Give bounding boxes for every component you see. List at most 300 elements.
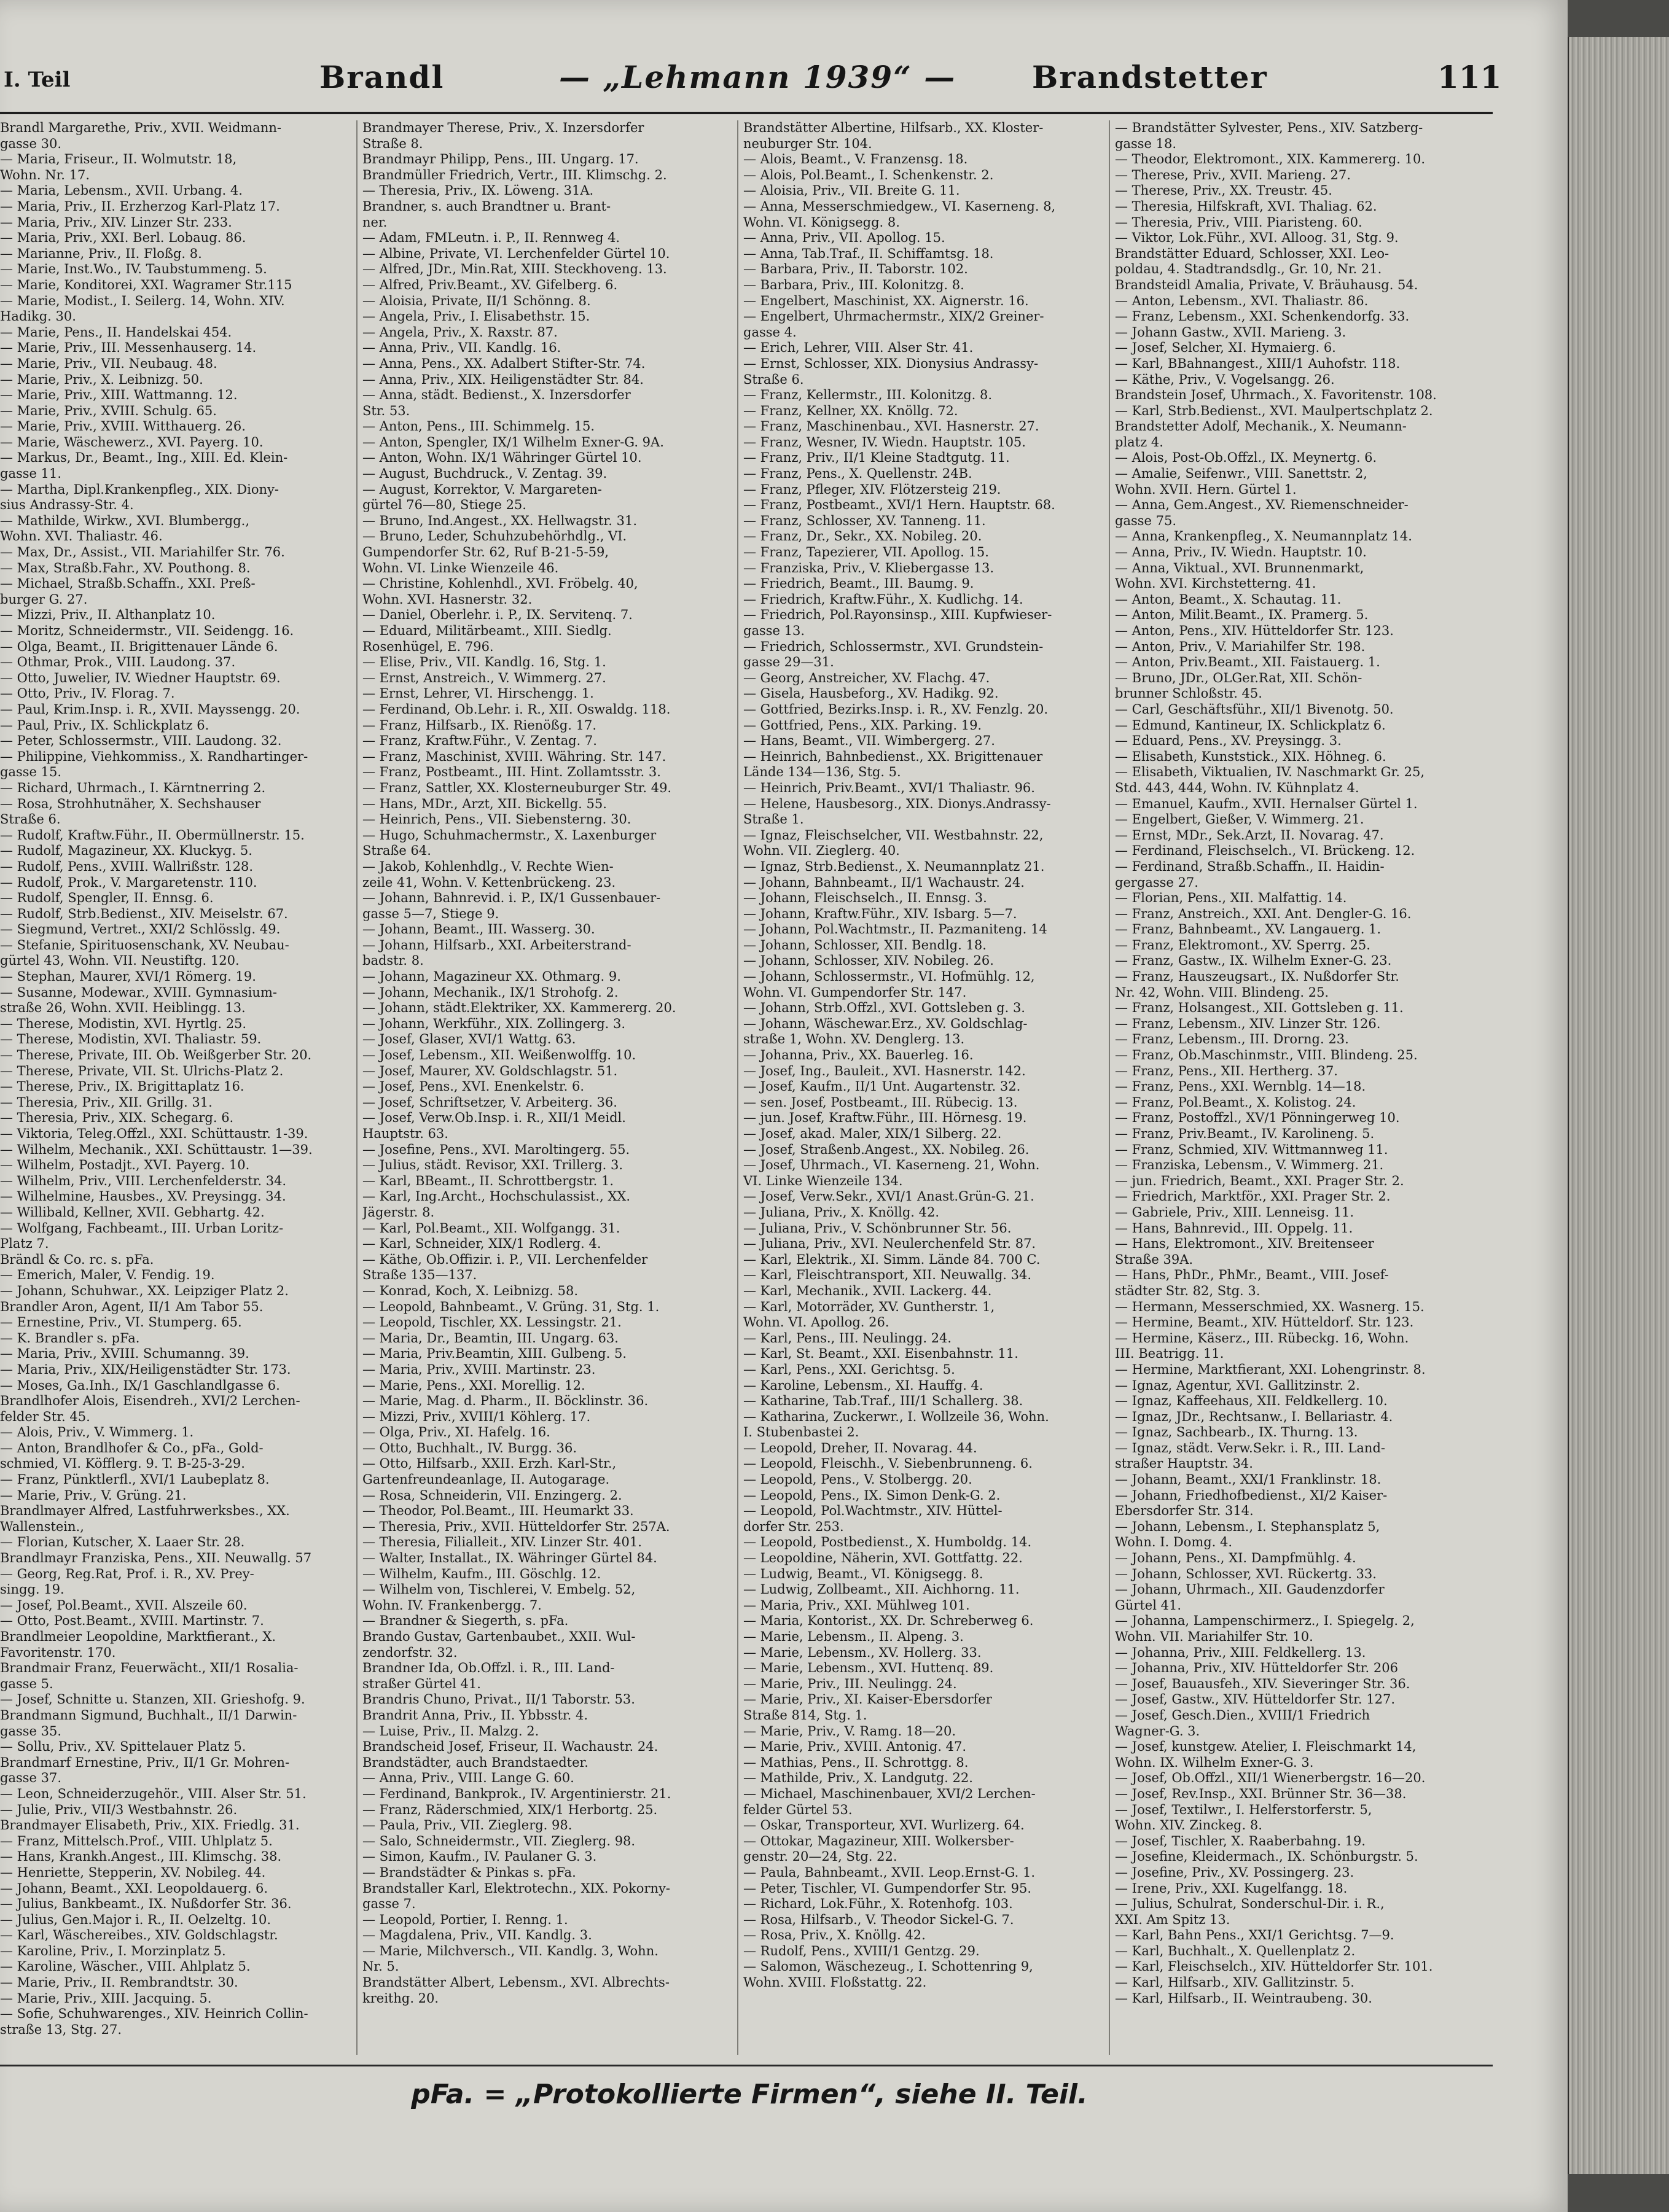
directory-entry: — Heinrich, Pens., VII. Siebensterng. 30. xyxy=(362,812,631,827)
column-2 xyxy=(362,120,711,2055)
directory-entry: — Otto, Hilfsarb., XXII. Erzh. Karl-Str., xyxy=(362,1456,617,1471)
directory-entry: — Theresia, Filialleit., XIV. Linzer Str. 401. xyxy=(362,1535,642,1550)
directory-entry: Std. 443, 444, Wohn. IV. Kühnplatz 4. xyxy=(1115,780,1359,795)
directory-entry: — Franz, Priv., II/1 Kleine Stadtgutg. 11. xyxy=(743,450,1010,465)
directory-entry: Brandsteidl Amalia, Private, V. Bräuhausg. 54. xyxy=(1115,277,1418,292)
directory-entry: — Ludwig, Zollbeamt., XII. Aichhorng. 11. xyxy=(743,1582,1020,1597)
directory-entry: gasse 30. xyxy=(0,136,62,151)
directory-entry: Brandstätter Eduard, Schlosser, XXI. Leo- xyxy=(1115,246,1390,261)
directory-entry: Brandlhofer Alois, Eisendreh., XVI/2 Lerchen- xyxy=(0,1393,300,1409)
directory-entry: — Marie, Priv., XVIII. Antonig. 47. xyxy=(743,1739,967,1754)
directory-entry: — Josefine, Pens., XVI. Maroltingerg. 55. xyxy=(362,1142,630,1157)
directory-entry: — Richard, Lok.Führ., X. Rotenhofg. 103. xyxy=(743,1896,1013,1912)
directory-entry: gürtel 76—80, Stiege 25. xyxy=(362,497,526,513)
directory-entry: Wohn. VI. Königsegg. 8. xyxy=(743,214,900,230)
directory-entry: — Therese, Modistin, XVI. Hyrtlg. 25. xyxy=(0,1016,247,1031)
directory-entry: — Eduard, Pens., XV. Preysingg. 3. xyxy=(1115,733,1342,749)
directory-entry: — Franz, Postbeamt., XVI/1 Hern. Hauptstr. 68. xyxy=(743,497,1055,513)
directory-entry: — Markus, Dr., Beamt., Ing., XIII. Ed. Klein- xyxy=(0,450,288,465)
directory-entry: VI. Linke Wienzeile 134. xyxy=(743,1173,903,1188)
directory-entry: — sen. Josef, Postbeamt., III. Rübecig. 13. xyxy=(743,1094,1018,1110)
directory-title: — „Lehmann 1939“ — xyxy=(559,59,956,95)
directory-entry: gasse 18. xyxy=(1115,136,1177,151)
directory-entry: — Karl, Bahn Pens., XXI/1 Gerichtsg. 7—9. xyxy=(1115,1928,1394,1943)
directory-entry: — Albine, Private, VI. Lerchenfelder Gürtel 10. xyxy=(362,246,670,261)
directory-entry: — Theresia, Priv., IX. Löweng. 31A. xyxy=(362,183,594,198)
directory-entry: Brändl & Co. rc. s. pFa. xyxy=(0,1252,154,1267)
directory-entry: — Alfred, JDr., Min.Rat, XIII. Steckhoveng. 13. xyxy=(362,262,667,277)
directory-entry: Wohn. XVIII. Floßstattg. 22. xyxy=(743,1975,927,1990)
directory-entry: — Leopold, Dreher, II. Novarag. 44. xyxy=(743,1440,977,1455)
directory-entry: — Käthe, Ob.Offizir. i. P., VII. Lerchenfelder xyxy=(362,1252,648,1267)
directory-entry: — Karoline, Wäscher., VIII. Ahlplatz 5. xyxy=(0,1959,251,1974)
directory-entry: gergasse 27. xyxy=(1115,874,1198,890)
directory-entry: — Franz, Wesner, IV. Wiedn. Hauptstr. 105. xyxy=(743,434,1026,450)
directory-entry: Wohn. XVII. Hern. Gürtel 1. xyxy=(1115,481,1297,497)
directory-entry: — Marie, Priv., V. Grüng. 21. xyxy=(0,1487,187,1503)
directory-entry: — Johann, Schlosser, XII. Bendlg. 18. xyxy=(743,937,987,952)
directory-entry: — Ignaz, städt. Verw.Sekr. i. R., III. Land- xyxy=(1115,1440,1385,1455)
directory-entry: — Helene, Hausbesorg., XIX. Dionys.Andrassy- xyxy=(743,796,1051,811)
directory-entry: — Maria, Priv., XVIII. Martinstr. 23. xyxy=(362,1361,596,1377)
directory-entry: — Marie, Priv., III. Messenhauserg. 14. xyxy=(0,340,257,356)
directory-entry: — Johann, Hilfsarb., XXI. Arbeiterstrand- xyxy=(362,937,631,952)
directory-entry: — Theresia, Priv., XIX. Schegarg. 6. xyxy=(0,1110,234,1126)
directory-entry: Brandstein Josef, Uhrmach., X. Favoritenstr. 108. xyxy=(1115,387,1437,403)
directory-entry: — Friedrich, Kraftw.Führ., X. Kudlichg. 14. xyxy=(743,591,1023,607)
directory-entry: — Julius, städt. Revisor, XXI. Trillerg. 3. xyxy=(362,1158,623,1173)
directory-entry: — Franz, Anstreich., XXI. Ant. Dengler-G. 16. xyxy=(1115,906,1412,921)
directory-entry: — Ignaz, Strb.Bedienst., X. Neumannplatz 21. xyxy=(743,859,1045,874)
directory-entry: — Maria, Priv.Beamtin, XIII. Gulbeng. 5. xyxy=(362,1346,627,1361)
directory-entry: — Johann, Mechanik., IX/1 Strohofg. 2. xyxy=(362,984,619,1000)
directory-entry: dorfer Str. 253. xyxy=(743,1519,844,1534)
directory-entry: — Leopold, Pens., IX. Simon Denk-G. 2. xyxy=(743,1487,1001,1503)
directory-entry: — Maria, Priv., XVIII. Schumanng. 39. xyxy=(0,1346,249,1361)
directory-entry: — Theresia, Priv., VIII. Piaristeng. 60. xyxy=(1115,214,1362,230)
directory-entry: — Marie, Lebensm., II. Alpeng. 3. xyxy=(743,1629,964,1644)
directory-entry: — Engelbert, Gießer, V. Wimmerg. 21. xyxy=(1115,812,1364,827)
directory-entry: Wohn. Nr. 17. xyxy=(0,167,90,182)
directory-entry: — Emerich, Maler, V. Fendig. 19. xyxy=(0,1268,215,1283)
directory-entry: gasse 5. xyxy=(0,1676,53,1691)
directory-entry: — Marie, Mag. d. Pharm., II. Böcklinstr. 36. xyxy=(362,1393,649,1409)
directory-entry: — Anton, Priv.Beamt., XII. Faistauerg. 1. xyxy=(1115,655,1380,670)
directory-entry: — Alois, Priv., V. Wimmerg. 1. xyxy=(0,1425,194,1440)
directory-entry: — Josef, Rev.Insp., XXI. Brünner Str. 36—38. xyxy=(1115,1786,1407,1801)
directory-entry: — Josef, Gesch.Dien., XVIII/1 Friedrich xyxy=(1115,1707,1370,1723)
directory-entry: — Ignaz, Fleischselcher, VII. Westbahnstr. 22, xyxy=(743,827,1044,843)
directory-entry: — Marie, Priv., XIII. Wattmanng. 12. xyxy=(0,387,238,403)
directory-entry: — Marie, Priv., XVIII. Schulg. 65. xyxy=(0,403,217,418)
directory-entry: Hauptstr. 63. xyxy=(362,1126,448,1141)
directory-entry: — Johann, Strb.Offzl., XVI. Gottsleben g. 3. xyxy=(743,1000,1025,1016)
directory-entry: — Peter, Tischler, VI. Gumpendorfer Str. 95. xyxy=(743,1880,1032,1896)
directory-entry: — Rudolf, Spengler, II. Ennsg. 6. xyxy=(0,890,214,906)
directory-entry: — Adam, FMLeutn. i. P., II. Rennweg 4. xyxy=(362,230,620,246)
directory-entry: — Josef, Selcher, XI. Hymaierg. 6. xyxy=(1115,340,1336,356)
directory-entry: Straße 135—137. xyxy=(362,1268,477,1283)
directory-entry: Wohn. XVI. Thaliastr. 46. xyxy=(0,529,163,544)
directory-entry: — Franz, Dr., Sekr., XX. Nobileg. 20. xyxy=(743,529,982,544)
directory-entry: — Wilhelm von, Tischlerei, V. Embelg. 52, xyxy=(362,1582,636,1597)
directory-entry: — Josef, Verw.Sekr., XVI/1 Anast.Grün-G. 21. xyxy=(743,1189,1034,1204)
directory-entry: — Otto, Post.Beamt., XVIII. Martinstr. 7. xyxy=(0,1613,264,1629)
directory-entry: Brandmair Franz, Feuerwächt., XII/1 Rosalia- xyxy=(0,1661,299,1676)
directory-entry: — Josef, Straßenb.Angest., XX. Nobileg. 26. xyxy=(743,1142,1030,1157)
directory-entry: zendorfstr. 32. xyxy=(362,1645,458,1660)
directory-entry: Straße 814, Stg. 1. xyxy=(743,1707,867,1723)
directory-entry: — Hermine, Marktfierant, XXI. Lohengrinstr. 8. xyxy=(1115,1361,1426,1377)
directory-entry: — Karl, Fleischselch., XIV. Hütteldorfer Str. 101. xyxy=(1115,1959,1433,1974)
directory-entry: — Franz, Räderschmied, XIX/1 Herbortg. 25. xyxy=(362,1802,658,1817)
directory-entry: Brandmayer Therese, Priv., X. Inzersdorfer xyxy=(362,120,644,135)
directory-entry: — Moses, Ga.Inh., IX/1 Gaschlandlgasse 6. xyxy=(0,1377,280,1393)
directory-entry: — Elisabeth, Viktualien, IV. Naschmarkt Gr. 25, xyxy=(1115,765,1425,780)
directory-entry: — Marie, Wäschewerz., XVI. Payerg. 10. xyxy=(0,434,264,450)
directory-entry: — Karl, Mechanik., XVII. Lackerg. 44. xyxy=(743,1283,992,1298)
directory-entry: — Franz, Maschinist, XVIII. Währing. Str. 147. xyxy=(362,749,666,764)
directory-entry: — Johanna, Priv., XIV. Hütteldorfer Str. 206 xyxy=(1115,1661,1398,1676)
directory-entry: — Marie, Lebensm., XVI. Huttenq. 89. xyxy=(743,1661,994,1676)
directory-entry: — Ludwig, Beamt., VI. Königsegg. 8. xyxy=(743,1566,983,1581)
directory-entry: gasse 29—31. xyxy=(743,655,834,670)
directory-entry: — Leopold, Postbedienst., X. Humboldg. 14. xyxy=(743,1535,1032,1550)
directory-entry: — Konrad, Koch, X. Leibnizg. 58. xyxy=(362,1283,579,1298)
directory-entry: — Rosa, Priv., X. Knöllg. 42. xyxy=(743,1928,926,1943)
directory-entry: — Anna, Krankenpfleg., X. Neumannplatz 14. xyxy=(1115,529,1412,544)
directory-entry: — Rudolf, Pens., XVIII/1 Gentzg. 29. xyxy=(743,1943,980,1958)
directory-entry: — Rudolf, Strb.Bedienst., XIV. Meiselstr. 67. xyxy=(0,906,288,921)
directory-entry: — Theodor, Pol.Beamt., III. Heumarkt 33. xyxy=(362,1503,634,1519)
directory-entry: Brandstätter Albert, Lebensm., XVI. Albrechts- xyxy=(362,1975,670,1990)
directory-entry: — Heinrich, Priv.Beamt., XVI/1 Thaliastr. 96. xyxy=(743,780,1035,795)
directory-entry: III. Beatrigg. 11. xyxy=(1115,1346,1224,1361)
directory-entry: — Johann, Friedhofbedienst., XI/2 Kaiser- xyxy=(1115,1487,1388,1503)
directory-entry: Straße 39A. xyxy=(1115,1252,1194,1267)
directory-entry: — Maria, Friseur., II. Wolmutstr. 18, xyxy=(0,152,237,167)
directory-entry: — Anton, Spengler, IX/1 Wilhelm Exner-G. 9A. xyxy=(362,434,664,450)
directory-entry: — Maria, Priv., XIV. Linzer Str. 233. xyxy=(0,214,232,230)
directory-entry: — Mathilde, Wirkw., XVI. Blumbergg., xyxy=(0,513,250,528)
directory-entry: — Ottokar, Magazineur, XIII. Wolkersber- xyxy=(743,1833,1014,1848)
directory-entry: — Amalie, Seifenwr., VIII. Sanettstr. 2, xyxy=(1115,466,1367,481)
directory-entry: — Barbara, Priv., II. Taborstr. 102. xyxy=(743,262,968,277)
directory-entry: — Leopold, Portier, I. Renng. 1. xyxy=(362,1912,568,1927)
directory-entry: — Franz, Kellermstr., III. Kolonitzg. 8. xyxy=(743,387,993,403)
directory-entry: — Josef, Glaser, XVI/1 Wattg. 63. xyxy=(362,1032,576,1047)
directory-entry: — Bruno, Ind.Angest., XX. Hellwagstr. 31. xyxy=(362,513,637,528)
directory-entry: straße 1, Wohn. XV. Denglerg. 13. xyxy=(743,1032,965,1047)
directory-entry: schmied, VI. Köfflerg. 9. T. B-25-3-29. xyxy=(0,1456,245,1471)
directory-entry: — Johanna, Priv., XX. Bauerleg. 16. xyxy=(743,1048,974,1063)
directory-entry: — Engelbert, Uhrmachermstr., XIX/2 Greiner- xyxy=(743,309,1044,324)
directory-entry: — Franz, Pfleger, XIV. Flötzersteig 219. xyxy=(743,481,1001,497)
directory-entry: — Josef, Bauausfeh., XIV. Sieveringer Str. 36. xyxy=(1115,1676,1410,1691)
directory-entry: — Otto, Priv., IV. Florag. 7. xyxy=(0,686,175,701)
directory-entry: gürtel 43, Wohn. VII. Neustiftg. 120. xyxy=(0,953,240,968)
directory-entry: — Josefine, Kleidermach., IX. Schönburgstr. 5. xyxy=(1115,1849,1418,1864)
directory-entry: Gumpendorfer Str. 62, Ruf B-21-5-59, xyxy=(362,545,609,560)
directory-entry: Nr. 42, Wohn. VIII. Blindeng. 25. xyxy=(1115,984,1329,1000)
directory-entry: — Hans, PhDr., PhMr., Beamt., VIII. Josef- xyxy=(1115,1268,1389,1283)
directory-entry: — Friedrich, Schlossermstr., XVI. Grundstein- xyxy=(743,639,1044,654)
directory-entry: — Josef, Schnitte u. Stanzen, XII. Grieshofg. 9. xyxy=(0,1692,305,1707)
directory-entry: — Franz, Pens., X. Quellenstr. 24B. xyxy=(743,466,972,481)
directory-entry: — Hermine, Käserz., III. Rübeckg. 16, Wohn. xyxy=(1115,1330,1409,1346)
directory-entry: — Sofie, Schuhwarenges., XIV. Heinrich Collin- xyxy=(0,2006,308,2022)
directory-entry: — Julius, Gen.Major i. R., II. Oelzeltg. 10. xyxy=(0,1912,272,1927)
directory-entry: — Franz, Hauszeugsart., IX. Nußdorfer Str. xyxy=(1115,969,1399,984)
directory-entry: — Theresia, Priv., XII. Grillg. 31. xyxy=(0,1094,213,1110)
directory-entry: — Hermann, Messerschmied, XX. Wasnerg. 15. xyxy=(1115,1299,1425,1314)
directory-entry: Wohn. VI. Gumpendorfer Str. 147. xyxy=(743,984,967,1000)
directory-entry: — Juliana, Priv., XVI. Neulerchenfeld Str. 87. xyxy=(743,1236,1036,1252)
directory-entry: — Georg, Reg.Rat, Prof. i. R., XV. Prey- xyxy=(0,1566,254,1581)
directory-entry: — Karl, BBeamt., II. Schrottbergstr. 1. xyxy=(362,1173,614,1188)
directory-entry: — Olga, Beamt., II. Brigittenauer Lände 6. xyxy=(0,639,278,654)
directory-entry: — Franz, Kellner, XX. Knöllg. 72. xyxy=(743,403,958,418)
directory-entry: — Karl, Pens., XXI. Gerichtsg. 5. xyxy=(743,1361,955,1377)
directory-entry: — Carl, Geschäftsführ., XII/1 Bivenotg. 50. xyxy=(1115,701,1394,717)
directory-entry: — Ernst, MDr., Sek.Arzt, II. Novarag. 47. xyxy=(1115,827,1384,843)
directory-entry: — Ernestine, Priv., VI. Stumperg. 65. xyxy=(0,1315,242,1330)
directory-entry: — jun. Friedrich, Beamt., XXI. Prager Str. 2. xyxy=(1115,1173,1404,1188)
directory-entry: — Florian, Kutscher, X. Laaer Str. 28. xyxy=(0,1535,245,1550)
directory-entry: — Karl, Ing.Archt., Hochschulassist., XX. xyxy=(362,1189,631,1204)
directory-entry: straßer Hauptstr. 34. xyxy=(1115,1456,1253,1471)
directory-entry: — Ferdinand, Bankprok., IV. Argentinierstr. 21. xyxy=(362,1786,671,1801)
directory-entry: — Paula, Priv., VII. Zieglerg. 98. xyxy=(362,1818,573,1833)
directory-entry: gasse 4. xyxy=(743,324,797,340)
directory-entry: — Marie, Konditorei, XXI. Wagramer Str.115 xyxy=(0,277,292,292)
directory-entry: — Josef, Textilwr., I. Helferstorferstr. 5, xyxy=(1115,1802,1372,1817)
directory-entry: — Marie, Priv., XIII. Jacquing. 5. xyxy=(0,1990,212,2006)
directory-entry: — Ignaz, Agentur, XVI. Gallitzinstr. 2. xyxy=(1115,1377,1360,1393)
directory-entry: — Rosa, Strohhutnäher, X. Sechshauser xyxy=(0,796,261,811)
column-divider xyxy=(356,120,358,2055)
directory-entry: straße 13, Stg. 27. xyxy=(0,2022,122,2037)
directory-entry: — Julie, Priv., VII/3 Westbahnstr. 26. xyxy=(0,1802,238,1817)
directory-entry: Gartenfreundeanlage, II. Autogarage. xyxy=(362,1472,610,1487)
directory-entry: — Johann, Beamt., III. Wasserg. 30. xyxy=(362,922,595,937)
directory-entry: — Rudolf, Pens., XVIII. Wallrißstr. 128. xyxy=(0,859,254,874)
directory-entry: — Johann, Werkführ., XIX. Zollingerg. 3. xyxy=(362,1016,626,1031)
directory-entry: Wohn. I. Domg. 4. xyxy=(1115,1535,1233,1550)
directory-entry: gasse 11. xyxy=(0,466,62,481)
column-divider xyxy=(737,120,738,2055)
directory-entry: — Irene, Priv., XXI. Kugelfangg. 18. xyxy=(1115,1880,1348,1896)
directory-entry: — Johann, Bahnrevid. i. P., IX/1 Gussenbauer- xyxy=(362,890,661,906)
directory-entry: — Franz, Mittelsch.Prof., VIII. Uhlplatz 5. xyxy=(0,1833,273,1848)
directory-entry: — Josef, Lebensm., XII. Weißenwolffg. 10. xyxy=(362,1048,636,1063)
directory-entry: — Oskar, Transporteur, XVI. Wurlizerg. 64. xyxy=(743,1818,1025,1833)
directory-entry: — Katharina, Zuckerwr., I. Wollzeile 36, Wohn. xyxy=(743,1409,1049,1424)
directory-entry: — Maria, Lebensm., XVII. Urbang. 4. xyxy=(0,183,243,198)
directory-entry: — Rosa, Hilfsarb., V. Theodor Sickel-G. 7. xyxy=(743,1912,1014,1927)
page-footer-note: pFa. = „Protokollierte Firmen“, siehe II. Teil. xyxy=(411,2079,1088,2110)
directory-entry: — Aloisia, Priv., VII. Breite G. 11. xyxy=(743,183,960,198)
directory-entry: — Franz, Schmied, XIV. Wittmannweg 11. xyxy=(1115,1142,1388,1157)
directory-entry: — Wilhelm, Priv., VIII. Lerchenfelderstr. 34. xyxy=(0,1173,287,1188)
directory-entry: — Friedrich, Marktför., XXI. Prager Str. 2. xyxy=(1115,1189,1391,1204)
directory-entry: — Viktoria, Teleg.Offzl., XXI. Schüttaustr. 1-39. xyxy=(0,1126,308,1141)
directory-entry: — Johann, Pens., XI. Dampfmühlg. 4. xyxy=(1115,1551,1356,1566)
directory-entry: kreithg. 20. xyxy=(362,1990,439,2006)
directory-entry: — Erich, Lehrer, VIII. Alser Str. 41. xyxy=(743,340,974,356)
directory-entry: — Johann Gastw., XVII. Marieng. 3. xyxy=(1115,324,1347,340)
directory-entry: — Josef, Uhrmach., VI. Kaserneng. 21, Wohn. xyxy=(743,1158,1040,1173)
directory-entry: sius Andrassy-Str. 4. xyxy=(0,497,134,513)
directory-entry: Wallenstein., xyxy=(0,1519,84,1534)
directory-entry: — Josef, Ing., Bauleit., XVI. Hasnerstr. 142. xyxy=(743,1063,1026,1078)
directory-entry: — Marie, Pens., II. Handelskai 454. xyxy=(0,324,232,340)
directory-entry: — Otto, Juwelier, IV. Wiedner Hauptstr. 69. xyxy=(0,670,281,685)
directory-entry: — Walter, Installat., IX. Währinger Gürtel 84. xyxy=(362,1551,657,1566)
directory-entry: — Therese, Priv., XX. Treustr. 45. xyxy=(1115,183,1332,198)
last-entry-keyword: Brandstetter xyxy=(1032,59,1268,95)
directory-entry: — Aloisia, Private, II/1 Schönng. 8. xyxy=(362,293,591,308)
directory-entry: — Josef, Verw.Ob.Insp. i. R., XII/1 Meidl. xyxy=(362,1110,626,1126)
directory-entry: — Anton, Brandlhofer & Co., pFa., Gold- xyxy=(0,1440,264,1455)
directory-entry: — Gottfried, Pens., XIX. Parking. 19. xyxy=(743,717,982,733)
directory-entry: — Ignaz, Sachbearb., IX. Thurng. 13. xyxy=(1115,1425,1358,1440)
directory-entry: — Therese, Private, VII. St. Ulrichs-Platz 2. xyxy=(0,1063,284,1078)
directory-entry: — Marie, Priv., III. Neulingg. 24. xyxy=(743,1676,957,1691)
directory-entry: — August, Buchdruck., V. Zentag. 39. xyxy=(362,466,608,481)
directory-entry: — Max, Dr., Assist., VII. Mariahilfer Str. 76. xyxy=(0,545,285,560)
directory-entry: gasse 37. xyxy=(0,1770,62,1786)
directory-entry: — Michael, Maschinenbauer, XVI/2 Lerchen- xyxy=(743,1786,1036,1801)
directory-entry: — Karl, Pens., III. Neulingg. 24. xyxy=(743,1330,952,1346)
directory-entry: poldau, 4. Stadtrandsdlg., Gr. 10, Nr. 21. xyxy=(1115,262,1382,277)
directory-entry: — Anna, Priv., VII. Kandlg. 16. xyxy=(362,340,561,356)
directory-entry: — Brandner & Siegerth, s. pFa. xyxy=(362,1613,569,1629)
directory-entry: — Richard, Uhrmach., I. Kärntnerring 2. xyxy=(0,780,266,795)
directory-entry: Brandmüller Friedrich, Vertr., III. Klimschg. 2. xyxy=(362,167,667,182)
directory-entry: Brandler Aron, Agent, II/1 Am Tabor 55. xyxy=(0,1299,264,1314)
directory-entry: — Josef, akad. Maler, XIX/1 Silberg. 22. xyxy=(743,1126,1002,1141)
directory-entry: — Peter, Schlossermstr., VIII. Laudong. 32. xyxy=(0,733,282,749)
directory-entry: Straße 8. xyxy=(362,136,423,151)
directory-entry: — Philippine, Viehkommiss., X. Randhartinger- xyxy=(0,749,308,764)
directory-entry: — Rudolf, Kraftw.Führ., II. Obermüllnerstr. 15. xyxy=(0,827,305,843)
directory-entry: — Josef, Maurer, XV. Goldschlagstr. 51. xyxy=(362,1063,618,1078)
directory-entry: Brandrit Anna, Priv., II. Ybbsstr. 4. xyxy=(362,1707,588,1723)
directory-entry: badstr. 8. xyxy=(362,953,424,968)
directory-entry: — Mathilde, Priv., X. Landgutg. 22. xyxy=(743,1770,973,1786)
directory-entry: — Josef, Gastw., XIV. Hütteldorfer Str. 127. xyxy=(1115,1692,1395,1707)
directory-entry: — Paul, Priv., IX. Schlickplatz 6. xyxy=(0,717,209,733)
directory-entry: ner. xyxy=(362,214,388,230)
directory-entry: — Theresia, Hilfskraft, XVI. Thaliag. 62. xyxy=(1115,198,1377,214)
directory-entry: — Maria, Priv., XXI. Mühlweg 101. xyxy=(743,1597,970,1613)
directory-entry: — Marianne, Priv., II. Floßg. 8. xyxy=(0,246,202,261)
directory-entry: — Anna, Pens., XX. Adalbert Stifter-Str. 74. xyxy=(362,356,646,371)
directory-entry: Jägerstr. 8. xyxy=(362,1204,435,1220)
directory-entry: — Maria, Priv., XXI. Berl. Lobaug. 86. xyxy=(0,230,246,246)
directory-entry: — Leopold, Bahnbeamt., V. Grüng. 31, Stg. 1. xyxy=(362,1299,660,1314)
directory-entry: — Bruno, Leder, Schuhzubehörhdlg., VI. xyxy=(362,529,627,544)
directory-entry: — Florian, Pens., XII. Malfattig. 14. xyxy=(1115,890,1347,906)
directory-entry: Hadikg. 30. xyxy=(0,309,76,324)
directory-entry: — Angela, Priv., I. Elisabethstr. 15. xyxy=(362,309,590,324)
directory-entry: — Juliana, Priv., V. Schönbrunner Str. 56. xyxy=(743,1220,1012,1236)
directory-entry: — Anton, Lebensm., XVI. Thaliastr. 86. xyxy=(1115,293,1369,308)
directory-entry: singg. 19. xyxy=(0,1582,64,1597)
directory-entry: — Therese, Modistin, XVI. Thaliastr. 59. xyxy=(0,1032,262,1047)
directory-entry: — Franz, Hilfsarb., IX. Rienößg. 17. xyxy=(362,717,597,733)
directory-entry: — Ignaz, JDr., Rechtsanw., I. Bellariastr. 4. xyxy=(1115,1409,1393,1424)
directory-entry: Wohn. XVI. Kirchstetterng. 41. xyxy=(1115,576,1316,591)
directory-entry: — Susanne, Modewar., XVIII. Gymnasium- xyxy=(0,984,277,1000)
directory-entry: — Elise, Priv., VII. Kandlg. 16, Stg. 1. xyxy=(362,655,606,670)
directory-entry: — Ernst, Anstreich., V. Wimmerg. 27. xyxy=(362,670,606,685)
directory-entry: — Marie, Modist., I. Seilerg. 14, Wohn. XIV. xyxy=(0,293,285,308)
directory-entry: — Sollu, Priv., XV. Spittelauer Platz 5. xyxy=(0,1739,246,1754)
directory-entry: Brandner Ida, Ob.Offzl. i. R., III. Land- xyxy=(362,1661,615,1676)
directory-entry: — Karoline, Lebensm., XI. Hauffg. 4. xyxy=(743,1377,983,1393)
column-3 xyxy=(743,120,1092,2055)
directory-entry: — Anton, Priv., V. Mariahilfer Str. 198. xyxy=(1115,639,1366,654)
directory-entry: felder Str. 45. xyxy=(0,1409,90,1424)
directory-entry: — Johann, Schlossermstr., VI. Hofmühlg. 12, xyxy=(743,969,1035,984)
directory-entry: Wohn. VI. Linke Wienzeile 46. xyxy=(362,560,559,575)
directory-entry: — Magdalena, Priv., VII. Kandlg. 3. xyxy=(362,1928,592,1943)
directory-entry: — Marie, Priv., XVIII. Witthauerg. 26. xyxy=(0,419,246,434)
directory-entry: — Angela, Priv., X. Raxstr. 87. xyxy=(362,324,558,340)
directory-entry: gasse 35. xyxy=(0,1723,62,1739)
directory-entry: — Michael, Straßb.Schaffn., XXI. Preß- xyxy=(0,576,256,591)
directory-entry: Wohn. VI. Apollog. 26. xyxy=(743,1315,889,1330)
directory-entry: — Maria, Kontorist., XX. Dr. Schreberweg 6. xyxy=(743,1613,1034,1629)
directory-entry: gasse 13. xyxy=(743,623,805,638)
directory-entry: burger G. 27. xyxy=(0,591,88,607)
directory-entry: XXI. Am Spitz 13. xyxy=(1115,1912,1230,1927)
directory-entry: — Johann, Wäschewar.Erz., XV. Goldschlag- xyxy=(743,1016,1028,1031)
directory-entry: — Josef, Schriftsetzer, V. Arbeiterg. 36. xyxy=(362,1094,617,1110)
directory-entry: — Julius, Schulrat, Sonderschul-Dir. i. R., xyxy=(1115,1896,1385,1912)
directory-entry: — Franz, Lebensm., XXI. Schenkendorfg. 33. xyxy=(1115,309,1410,324)
directory-entry: — Johann, Schlosser, XVI. Rückertg. 33. xyxy=(1115,1566,1377,1581)
directory-entry: Straße 1. xyxy=(743,812,804,827)
directory-entry: — Maria, Priv., II. Erzherzog Karl-Platz 17. xyxy=(0,198,280,214)
directory-entry: — Josef, Kaufm., II/1 Unt. Augartenstr. 32. xyxy=(743,1079,1021,1094)
directory-entry: — Leopold, Tischler, XX. Lessingstr. 21. xyxy=(362,1315,622,1330)
directory-entry: — Brandstädter & Pinkas s. pFa. xyxy=(362,1864,576,1880)
directory-entry: — Ernst, Lehrer, VI. Hirschengg. 1. xyxy=(362,686,594,701)
directory-entry: — Juliana, Priv., X. Knöllg. 42. xyxy=(743,1204,940,1220)
directory-entry: — Franz, Lebensm., III. Drorng. 23. xyxy=(1115,1032,1349,1047)
directory-entry: — Karl, Hilfsarb., XIV. Gallitzinstr. 5. xyxy=(1115,1975,1354,1990)
directory-entry: — Josef, Tischler, X. Raaberbahng. 19. xyxy=(1115,1833,1366,1848)
directory-entry: — Anna, Priv., VII. Apollog. 15. xyxy=(743,230,945,246)
directory-entry: — Anna, städt. Bedienst., X. Inzersdorfer xyxy=(362,387,631,403)
directory-entry: — Maria, Priv., XIX/Heiligenstädter Str. 173. xyxy=(0,1361,291,1377)
directory-entry: straßer Gürtel 41. xyxy=(362,1676,481,1691)
directory-entry: Straße 6. xyxy=(0,812,61,827)
directory-entry: — Johann, Kraftw.Führ., XIV. Isbarg. 5—7. xyxy=(743,906,1017,921)
directory-entry: Straße 64. xyxy=(362,843,431,859)
directory-entry: — Alfred, Priv.Beamt., XV. Gifelberg. 6. xyxy=(362,277,618,292)
directory-entry: — Johann, Beamt., XXI/1 Franklinstr. 18. xyxy=(1115,1472,1382,1487)
directory-entry: — Franz, Lebensm., XIV. Linzer Str. 126. xyxy=(1115,1016,1381,1031)
directory-entry: — Mizzi, Priv., XVIII/1 Köhlerg. 17. xyxy=(362,1409,591,1424)
directory-entry: — Friedrich, Beamt., III. Baumg. 9. xyxy=(743,576,974,591)
directory-entry: — Anton, Wohn. IX/1 Währinger Gürtel 10. xyxy=(362,450,642,465)
directory-entry: Wohn. VII. Mariahilfer Str. 10. xyxy=(1115,1629,1313,1644)
directory-entry: — Karl, Hilfsarb., II. Weintraubeng. 30. xyxy=(1115,1990,1372,2006)
